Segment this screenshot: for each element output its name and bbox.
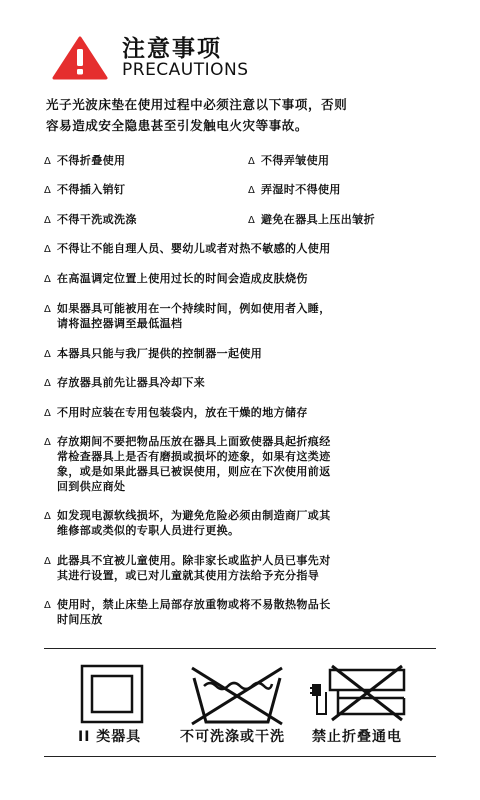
precaution-item: Δ 此器具不宜被儿童使用。除非家长或监护人员已事先对 其进行设置，或已对儿童就其使用方法给予充分指导 — [44, 554, 331, 582]
intro-paragraph — [46, 94, 446, 136]
precaution-item: Δ 不用时应装在专用包装袋内，放在干燥的地方储存 — [44, 406, 308, 419]
triangle-bullet-icon: Δ — [248, 185, 256, 196]
triangle-bullet-icon: Δ — [44, 304, 52, 315]
bottom-divider — [44, 756, 436, 757]
title-chinese: 注意事项 — [122, 36, 222, 62]
symbol-label-no-washing: 不可洗涤或干洗 — [180, 729, 285, 745]
header — [52, 36, 452, 80]
triangle-bullet-icon: Δ — [44, 437, 52, 448]
no-folding-while-powered-icon — [308, 664, 412, 724]
intro-line-1: 光子光波床垫在使用过程中必须注意以下事项，否则 — [46, 97, 348, 112]
intro-line-2: 容易造成安全隐患甚至引发触电火灾等事故。 — [46, 118, 309, 133]
precaution-item: Δ 在高温调定位置上使用过长的时间会造成皮肤烧伤 — [44, 272, 308, 285]
precaution-item: Δ 本器具只能与我厂提供的控制器一起使用 — [44, 347, 263, 360]
precaution-item: Δ 如发现电源软线损坏，为避免危险必须由制造商厂或其 维修部或类似的专职人员进行更换。 — [44, 509, 331, 537]
triangle-bullet-icon: Δ — [44, 556, 52, 567]
triangle-bullet-icon: Δ — [248, 215, 256, 226]
title-english: PRECAUTIONS — [122, 60, 249, 80]
precaution-item: Δ 弄湿时不得使用 — [248, 183, 341, 196]
triangle-bullet-icon: Δ — [44, 156, 52, 167]
symbol-label-class-ii: II 类器具 — [78, 729, 142, 745]
triangle-bullet-icon: Δ — [44, 185, 52, 196]
class-ii-double-square-icon — [80, 664, 144, 724]
precaution-item: Δ 不得插入销钉 — [44, 183, 126, 196]
precaution-item: Δ 不得干洗或洗涤 — [44, 213, 137, 226]
precaution-item: Δ 如果器具可能被用在一个持续时间，例如使用者入睡， 请将温控器调至最低温档 — [44, 302, 331, 330]
triangle-bullet-icon: Δ — [44, 274, 52, 285]
precaution-item: Δ 使用时，禁止床垫上局部存放重物或将不易散热物品长 时间压放 — [44, 598, 331, 626]
precaution-item: Δ 不得折叠使用 — [44, 154, 126, 167]
triangle-bullet-icon: Δ — [44, 600, 52, 611]
triangle-bullet-icon: Δ — [44, 378, 52, 389]
triangle-bullet-icon: Δ — [44, 349, 52, 360]
precaution-item: Δ 存放器具前先让器具冷却下来 — [44, 376, 206, 389]
precaution-item: Δ 不得弄皱使用 — [248, 154, 330, 167]
triangle-bullet-icon: Δ — [44, 408, 52, 419]
precaution-item: Δ 避免在器具上压出皱折 — [248, 213, 375, 226]
triangle-bullet-icon: Δ — [248, 156, 256, 167]
precaution-item: Δ 存放期间不要把物品压放在器具上面致使器具起折痕经 常检查器具上是否有磨损或损坏的迹象，如果有这类迹 象，或是如果此器具已被误使用，则应在下次使用前返 回到供应商处 — [44, 435, 331, 493]
precaution-item: Δ 不得让不能自理人员、婴幼儿或者对热不敏感的人使用 — [44, 242, 331, 255]
symbol-label-no-folding: 禁止折叠通电 — [312, 729, 402, 745]
triangle-bullet-icon: Δ — [44, 511, 52, 522]
top-divider — [44, 648, 436, 649]
no-washing-tub-icon — [188, 664, 286, 726]
triangle-bullet-icon: Δ — [44, 244, 52, 255]
triangle-bullet-icon: Δ — [44, 215, 52, 226]
warning-triangle-icon — [52, 36, 108, 80]
